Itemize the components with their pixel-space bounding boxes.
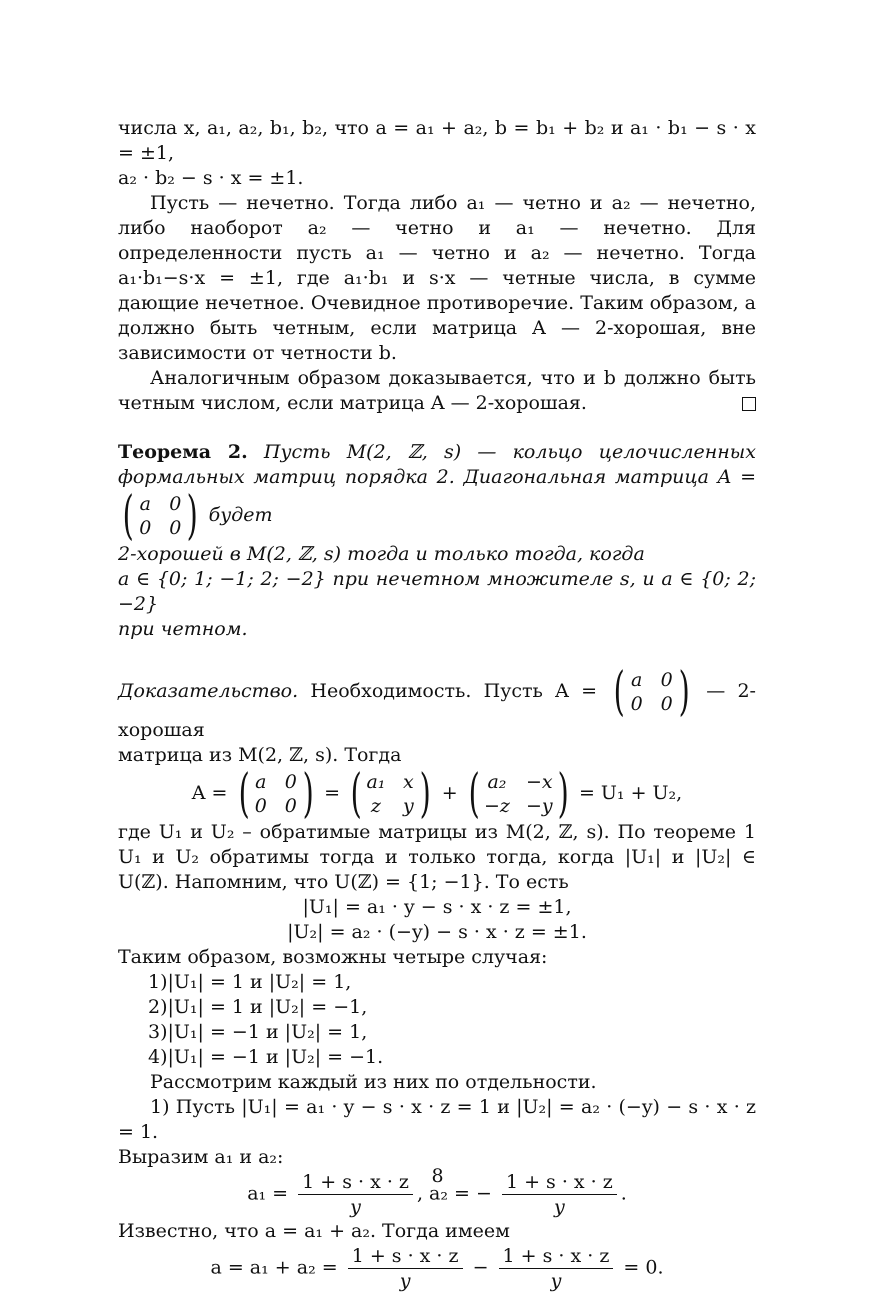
text-line: 1) Пусть |U₁| = a₁ · y − s · x · z = 1 и |U₂| = a₂ · (−y) − s · x · z = 1. xyxy=(118,1096,756,1143)
text-line: a₂ · b₂ − s · x = ±1. xyxy=(118,167,304,189)
theorem-text: 2-хорошей в M(2, ℤ, s) тогда и только тогда, когда xyxy=(118,543,645,565)
equation-decomposition: A = ( a 0 0 0 ) = ( a₁ x z y ) + ( a₂ −x −z −y ) = U₁ + U₂, xyxy=(191,764,683,824)
text-line: Известно, что a = a₁ + a₂. Тогда имеем xyxy=(118,1220,510,1242)
page-content xyxy=(118,116,756,1293)
matrix-u1: ( a₁ x z y ) xyxy=(350,764,432,824)
text-line: матрица из M(2, ℤ, s). Тогда xyxy=(118,744,402,766)
theorem-2: Теорема 2. Пусть M(2, ℤ, s) — кольцо целочисленных формальных матриц порядка 2. Диагональная матрица A = ( a 0 0 0 ) будет xyxy=(118,441,756,546)
equation: |U₂| = a₂ · (−y) − s · x · z = ±1. xyxy=(287,921,587,943)
text-line: числа x, a₁, a₂, b₁, b₂, что a = a₁ + a₂, b = b₁ + b₂ и a₁ · b₁ − s · x = ±1, xyxy=(118,117,756,164)
page-number: 8 xyxy=(431,1165,444,1187)
paragraph: Пусть — нечетно. Тогда либо a₁ — четно и a₂ — нечетно, либо наоборот a₂ — четно и a₁ — нечетно. Для определенности пусть a₁ — четно и a₂ — нечетно. Тогда a₁·b₁−s·x = ±1, где a₁·b₁ и s·x — четные числа, в сумме дающие нечетное. Очевидное противоречие. Таким образом, a должно быть четным, если матрица A — 2-хорошая, вне зависимости от четности b. xyxy=(118,192,756,364)
theorem-text: Пусть M(2, ℤ, s) — кольцо целочисленных формальных матриц порядка 2. Диагональная матрица A = xyxy=(118,441,756,488)
qed-symbol xyxy=(742,397,756,411)
theorem-text: при четном. xyxy=(118,618,248,640)
equation: |U₁| = a₁ · y − s · x · z = ±1, xyxy=(302,896,572,918)
paragraph: Аналогичным образом доказывается, что и b должно быть четным числом, если матрица A — 2-хорошая. xyxy=(118,367,756,414)
matrix-a: ( a 0 0 0 ) xyxy=(122,486,199,546)
case-item: 2)|U₁| = 1 и |U₂| = −1, xyxy=(148,996,368,1018)
equation-fractions: a₁ = $\frac{1 + s \cdot x \cdot z}{y}$ , a₂ = − $\frac{1 + s \cdot x \cdot z}{y}$ . xyxy=(247,1171,627,1218)
matrix-a: ( a 0 0 0 ) xyxy=(613,662,690,722)
theorem-text: a ∈ {0; 1; −1; 2; −2} при нечетном множителе s, и a ∈ {0; 2; −2} xyxy=(118,568,756,615)
theorem-heading: Теорема 2. xyxy=(118,441,248,463)
proof-heading: Доказательство. xyxy=(118,680,299,702)
text-line: Таким образом, возможны четыре случая: xyxy=(118,946,548,968)
proof-start: Доказательство. Необходимость. Пусть A = ( a 0 0 0 ) — 2-хорошая xyxy=(118,662,756,741)
case-item: 4)|U₁| = −1 и |U₂| = −1. xyxy=(148,1046,384,1068)
matrix-u2: ( a₂ −x −z −y ) xyxy=(468,764,569,824)
paragraph: где U₁ и U₂ – обратимые матрицы из M(2, ℤ, s). По теореме 1 U₁ и U₂ обратимы тогда и только тогда, когда |U₁| и |U₂| ∈ U(ℤ). Напомним, что U(ℤ) = {1; −1}. То есть xyxy=(118,821,756,893)
equation-sum: a = a₁ + a₂ = $\frac{1 + s \cdot x \cdot z}{y}$ − $\frac{1 + s \cdot x \cdot z}{y}$ = 0. xyxy=(210,1245,664,1292)
case-item: 1)|U₁| = 1 и |U₂| = 1, xyxy=(148,971,352,993)
text-line: Выразим a₁ и a₂: xyxy=(118,1146,284,1168)
text-line: Рассмотрим каждый из них по отдельности. xyxy=(150,1071,597,1093)
case-item: 3)|U₁| = −1 и |U₂| = 1, xyxy=(148,1021,368,1043)
